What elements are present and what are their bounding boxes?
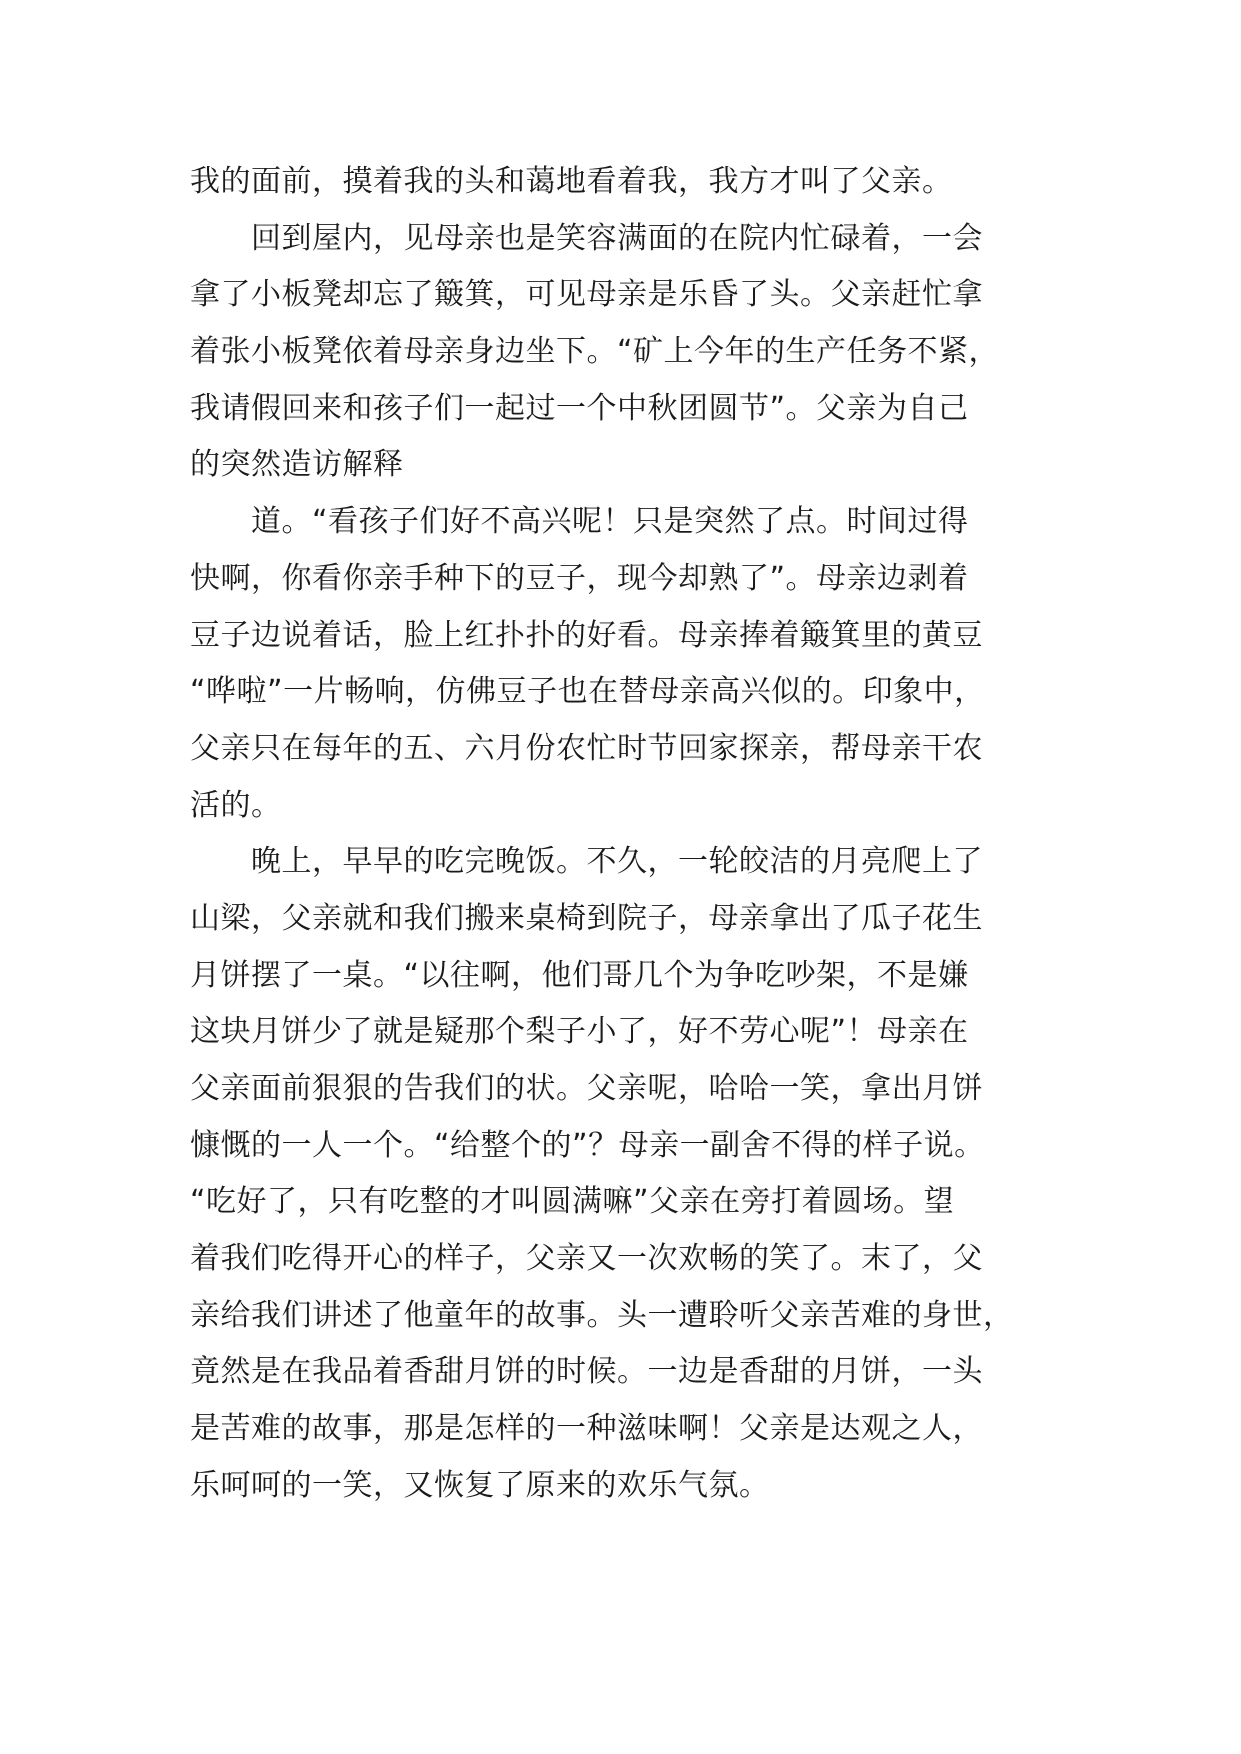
text-line: 月饼摆了一桌。“以往啊，他们哥几个为争吃吵架，不是嫌 (190, 957, 969, 993)
text-line: “哗啦”一片畅响，仿佛豆子也在替母亲高兴似的。印象中， (190, 674, 985, 710)
text-line: 道。“看孩子们好不高兴呢！只是突然了点。时间过得 (251, 504, 969, 540)
text-line: 乐呵呵的一笑，又恢复了原来的欢乐气氛。 (190, 1467, 770, 1503)
text-line: 我请假回来和孩子们一起过一个中秋团圆节”。父亲为自己 (190, 390, 969, 426)
text-line: 竟然是在我品着香甜月饼的时候。一边是香甜的月饼，一头 (190, 1354, 983, 1390)
text-line: 父亲只在每年的五、六月份农忙时节回家探亲，帮母亲干农 (190, 730, 983, 766)
text-line: 活的。 (190, 787, 282, 823)
paragraph (190, 211, 1060, 494)
text-line: 慷慨的一人一个。“给整个的”？母亲一副舍不得的样子说。 (190, 1127, 985, 1163)
text-line: 回到屋内，见母亲也是笑容满面的在院内忙碌着，一会 (251, 220, 983, 256)
text-line: 山梁，父亲就和我们搬来桌椅到院子，母亲拿出了瓜子花生 (190, 900, 983, 936)
text-line: “吃好了，只有吃整的才叫圆满嘛”父亲在旁打着圆场。望 (190, 1184, 955, 1220)
text-line: 快啊，你看你亲手种下的豆子，现今却熟了”。母亲边剥着 (190, 560, 969, 596)
paragraph (190, 494, 1060, 834)
text-line: 这块月饼少了就是疑那个梨子小了，好不劳心呢”！母亲在 (190, 1014, 969, 1050)
paragraph (190, 154, 1060, 211)
text-line: 亲给我们讲述了他童年的故事。头一遭聆听父亲苦难的身世， (190, 1297, 1014, 1333)
text-line: 的突然造访解释 (190, 447, 404, 483)
paragraph (190, 834, 1060, 1514)
text-line: 豆子边说着话，脸上红扑扑的好看。母亲捧着簸箕里的黄豆 (190, 617, 983, 653)
text-line: 着张小板凳依着母亲身边坐下。“矿上今年的生产任务不紧， (190, 334, 1000, 370)
text-line: 着我们吃得开心的样子，父亲又一次欢畅的笑了。末了，父 (190, 1241, 983, 1277)
text-line: 是苦难的故事，那是怎样的一种滋味啊！父亲是达观之人， (190, 1411, 983, 1447)
text-line: 父亲面前狠狠的告我们的状。父亲呢，哈哈一笑，拿出月饼 (190, 1071, 983, 1106)
text-line: 拿了小板凳却忘了簸箕，可见母亲是乐昏了头。父亲赶忙拿 (190, 277, 983, 313)
document-body (190, 154, 1060, 1515)
text-line: 我的面前，摸着我的头和蔼地看着我，我方才叫了父亲。 (190, 164, 953, 199)
text-line: 晚上，早早的吃完晚饭。不久，一轮皎洁的月亮爬上了 (251, 844, 983, 880)
